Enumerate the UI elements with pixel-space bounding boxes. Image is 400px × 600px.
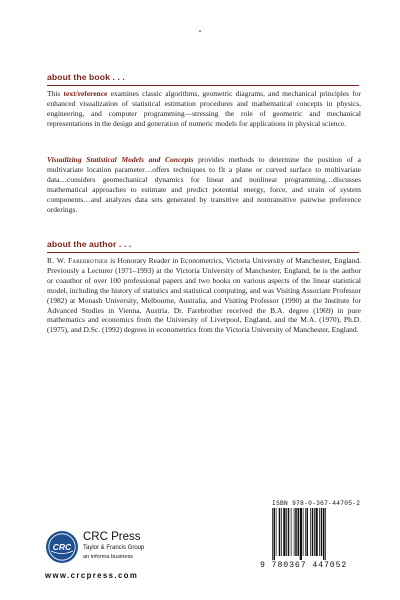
about-author-heading: about the author . . . xyxy=(47,239,132,249)
publisher-name: CRC Press xyxy=(83,531,141,543)
barcode-icon xyxy=(270,508,360,560)
logo-text: CRC xyxy=(52,541,72,552)
barcode-digits: 9 780367 447052 xyxy=(260,561,348,570)
publisher-website: www.crcpress.com xyxy=(45,571,139,580)
about-book-heading: about the book . . . xyxy=(47,72,125,82)
heading-rule xyxy=(47,85,359,86)
book-title: Visualizing Statistical Models and Concepts xyxy=(47,155,194,164)
author-name: R. W. Farebrother xyxy=(47,256,108,265)
heading-rule xyxy=(47,252,359,253)
publisher-subsidiary: an informa business xyxy=(83,554,134,560)
publisher-group: Taylor & Francis Group xyxy=(83,545,145,551)
isbn-label: ISBN 978-0-367-44705-2 xyxy=(272,500,361,507)
book-description: This text/reference examines classic algorithms, geometric diagrams, and mechanical principles for enhanced visualization of statistical estimation procedures and mathematical concepts in physics, engineering, and computer programming—stressing the role of geometric and mechanical representations in the design and generation of numeric models for applications in physical science. xyxy=(47,89,361,128)
decorative-dot xyxy=(199,30,201,32)
author-bio: R. W. Farebrother is Honorary Reader in Econometrics, Victoria University of Manchester, England. Previously a Lecturer (1971–1993) at the Victoria University of Manchester, England, he is the author or coauthor of over 100 professional papers and two books on various aspects of the linear statistical model, including the history of statistics and statistical computing, and was Visiting Associate Professor (1982) at Monash University, Melbourne, Australia, and Visiting Professor (1990) at the Institute for Advanced Studies in Vienna, Austria. Dr. Farebrother received the B.A. degree (1969) in pure mathematics and economics from the University of Liverpool, England, and the M.A. (1970), Ph.D. (1975), and D.Sc. (1992) degrees in econometrics from the Victoria University of Manchester, England. xyxy=(47,256,361,335)
book-contents-summary: Visualizing Statistical Models and Concepts provides methods to determine the position of a multivariate location parameter…offers techniques to fit a plane or curved surface to multivariate data…considers geomechanical dynamics for linear and nonlinear programming…discusses mathematical approaches to estimate and predict potential energy, force, and strain of system components…and analyzes data sets generated by transitive and nontransitive pairwise preference orderings. xyxy=(47,155,361,214)
crc-press-logo xyxy=(45,530,79,564)
emphasis-text: text/reference xyxy=(63,89,108,98)
